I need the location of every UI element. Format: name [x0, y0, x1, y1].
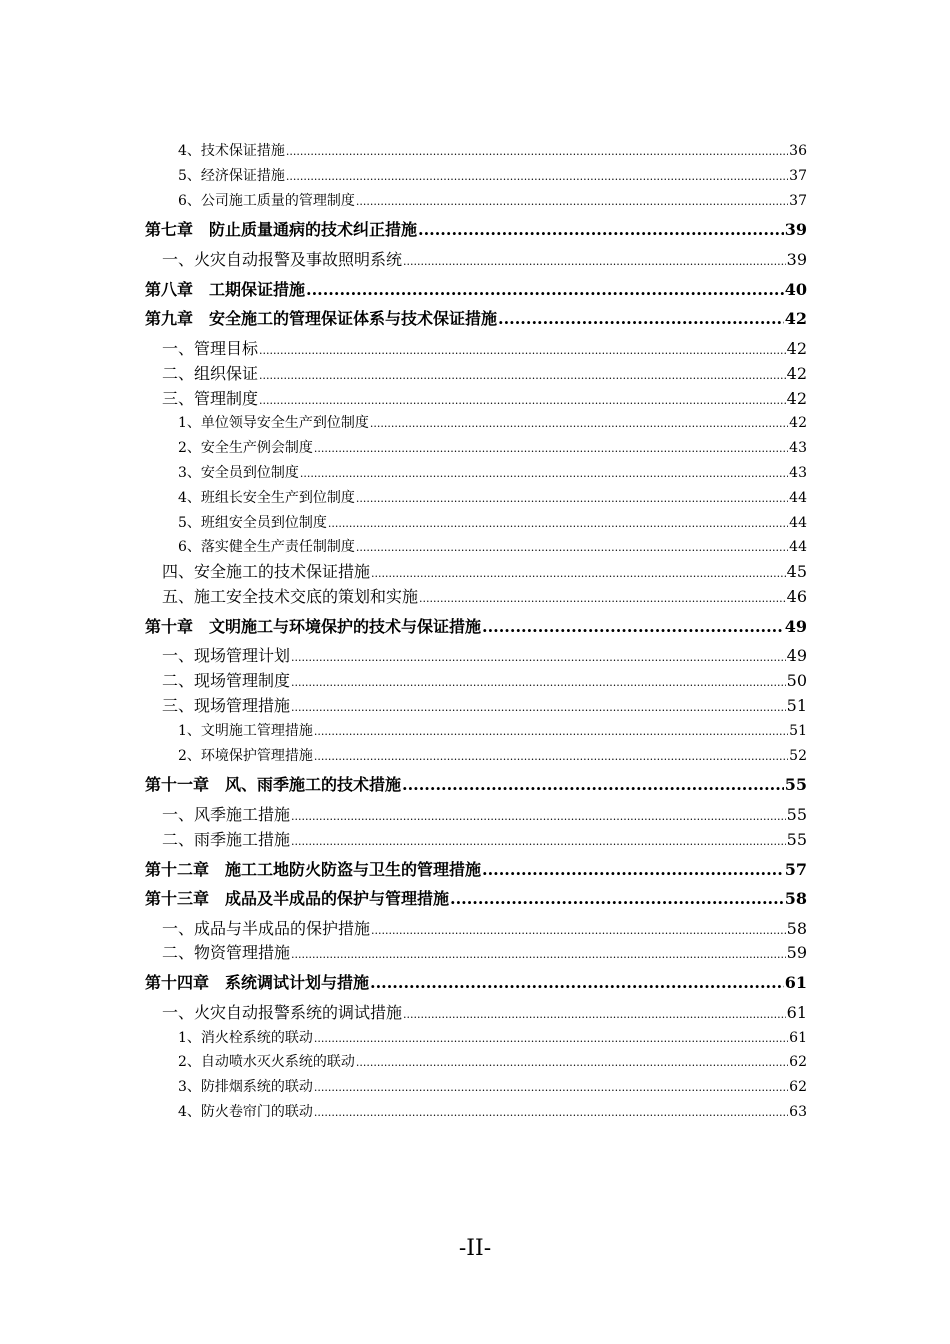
toc-subsection-entry[interactable]: [145, 411, 807, 436]
dot-leader: [291, 943, 786, 968]
toc-entry-page: 37: [789, 167, 807, 184]
toc-entry-page: 44: [789, 539, 807, 556]
toc-section-entry[interactable]: [145, 917, 807, 942]
toc-chapter-entry[interactable]: [145, 218, 807, 243]
toc-entry-title: 一、火灾自动报警系统的调试措施: [162, 1002, 403, 1022]
toc-entry-page: 44: [789, 489, 807, 506]
toc-entry-title: 一、风季施工措施: [162, 804, 291, 824]
toc-entry-title: 一、现场管理计划: [162, 646, 291, 666]
toc-entry-page: 49: [784, 616, 807, 636]
toc-entry-page: 39: [784, 220, 807, 240]
toc-entry-page: 52: [789, 747, 807, 764]
toc-entry-title: 2、安全生产例会制度: [178, 440, 313, 457]
dot-leader: [482, 615, 784, 640]
toc-subsection-entry[interactable]: [145, 1026, 807, 1051]
dot-leader: [291, 671, 786, 696]
toc-entry-title: 第十四章 系统调试计划与措施: [145, 973, 370, 993]
toc-entry-page: 42: [786, 338, 807, 358]
toc-entry-page: 58: [784, 889, 807, 909]
toc-subsection-entry[interactable]: [145, 719, 807, 744]
toc-entry-page: 42: [786, 363, 807, 383]
dot-leader: [498, 307, 784, 332]
dot-leader: [403, 250, 786, 275]
toc-entry-title: 1、单位领导安全生产到位制度: [178, 415, 369, 432]
toc-entry-page: 62: [789, 1079, 807, 1096]
toc-entry-page: 61: [789, 1029, 807, 1046]
dot-leader: [370, 971, 784, 996]
toc-section-entry[interactable]: [145, 694, 807, 719]
toc-entry-page: 39: [786, 249, 807, 269]
toc-section-entry[interactable]: [145, 387, 807, 412]
dot-leader: [314, 437, 788, 462]
toc-subsection-entry[interactable]: [145, 164, 807, 189]
dot-leader: [450, 887, 784, 912]
toc-entry-page: 50: [786, 671, 807, 691]
dot-leader: [286, 140, 788, 165]
dot-leader: [291, 830, 786, 855]
dot-leader: [371, 919, 786, 944]
toc-entry-title: 第七章 防止质量通病的技术纠正措施: [145, 220, 418, 240]
toc-chapter-entry[interactable]: [145, 278, 807, 303]
toc-entry-title: 4、班组长安全生产到位制度: [178, 489, 355, 506]
toc-entry-title: 一、管理目标: [162, 338, 259, 358]
toc-entry-title: 二、雨季施工措施: [162, 829, 291, 849]
toc-section-entry[interactable]: [145, 560, 807, 585]
dot-leader: [306, 278, 784, 303]
toc-subsection-entry[interactable]: [145, 139, 807, 164]
dot-leader: [482, 858, 784, 883]
toc-entry-page: 51: [786, 695, 807, 715]
toc-subsection-entry[interactable]: [145, 189, 807, 214]
dot-leader: [356, 1051, 788, 1076]
toc-entry-title: 5、经济保证措施: [178, 167, 285, 184]
toc-entry-title: 四、安全施工的技术保证措施: [162, 562, 371, 582]
dot-leader: [371, 562, 786, 587]
dot-leader: [418, 218, 784, 243]
dot-leader: [291, 646, 786, 671]
toc-entry-page: 43: [789, 440, 807, 457]
toc-entry-title: 3、安全员到位制度: [178, 464, 299, 481]
dot-leader: [259, 339, 786, 364]
toc-entry-title: 一、火灾自动报警及事故照明系统: [162, 249, 403, 269]
toc-chapter-entry[interactable]: [145, 773, 807, 798]
toc-section-entry[interactable]: [145, 803, 807, 828]
toc-subsection-entry[interactable]: [145, 744, 807, 769]
toc-entry-page: 44: [789, 514, 807, 531]
dot-leader: [356, 487, 788, 512]
toc-entry-title: 4、技术保证措施: [178, 143, 285, 159]
page-number: -II-: [458, 1236, 492, 1261]
toc-chapter-entry[interactable]: [145, 615, 807, 640]
toc-entry-title: 2、自动喷水灭火系统的联动: [178, 1054, 355, 1071]
toc-entry-page: 42: [784, 309, 807, 329]
toc-entry-title: 二、物资管理措施: [162, 943, 291, 963]
dot-leader: [300, 462, 788, 487]
toc-entry-title: 三、管理制度: [162, 388, 259, 408]
toc-entry-page: 49: [786, 646, 807, 666]
toc-section-entry[interactable]: [145, 941, 807, 966]
toc-section-entry[interactable]: [145, 644, 807, 669]
toc-entry-page: 42: [789, 415, 807, 432]
toc-subsection-entry[interactable]: [145, 436, 807, 461]
toc-subsection-entry[interactable]: [145, 511, 807, 536]
dot-leader: [403, 1003, 786, 1028]
toc-entry-title: 一、成品与半成品的保护措施: [162, 918, 371, 938]
dot-leader: [314, 1101, 788, 1126]
toc-entry-title: 第十三章 成品及半成品的保护与管理措施: [145, 889, 450, 909]
toc-section-entry[interactable]: [145, 362, 807, 387]
dot-leader: [328, 512, 788, 537]
toc-entry-page: 55: [784, 775, 807, 795]
toc-entry-title: 4、防火卷帘门的联动: [178, 1104, 313, 1121]
toc-entry-page: 59: [786, 943, 807, 963]
dot-leader: [286, 165, 788, 190]
toc-entry-page: 61: [784, 973, 807, 993]
toc-entry-page: 55: [786, 829, 807, 849]
toc-entry-title: 第八章 工期保证措施: [145, 279, 306, 299]
toc-chapter-entry[interactable]: [145, 887, 807, 912]
toc-entry-page: 62: [789, 1054, 807, 1071]
toc-entry-title: 1、消火栓系统的联动: [178, 1029, 313, 1046]
toc-entry-title: 2、环境保护管理措施: [178, 747, 313, 764]
toc-entry-page: 46: [786, 586, 807, 606]
toc-entry-page: 45: [786, 562, 807, 582]
toc-entry-title: 5、班组安全员到位制度: [178, 514, 327, 531]
toc-entry-page: 58: [786, 918, 807, 938]
toc-subsection-entry[interactable]: [145, 535, 807, 560]
dot-leader: [356, 190, 788, 215]
toc-entry-title: 第十章 文明施工与环境保护的技术与保证措施: [145, 616, 482, 636]
toc-entry-title: 1、文明施工管理措施: [178, 722, 313, 739]
toc-section-entry[interactable]: [145, 585, 807, 610]
toc-entry-title: 第十一章 风、雨季施工的技术措施: [145, 775, 402, 795]
dot-leader: [314, 1027, 788, 1052]
dot-leader: [356, 536, 788, 561]
toc-subsection-entry[interactable]: [145, 461, 807, 486]
toc-entry-page: 55: [786, 804, 807, 824]
toc-entry-title: 二、组织保证: [162, 363, 259, 383]
toc-chapter-entry[interactable]: [145, 971, 807, 996]
dot-leader: [314, 1076, 788, 1101]
toc-section-entry[interactable]: [145, 1001, 807, 1026]
toc-section-entry[interactable]: [145, 828, 807, 853]
toc-entry-title: 二、现场管理制度: [162, 671, 291, 691]
toc-entry-page: 37: [789, 192, 807, 209]
toc-subsection-entry[interactable]: [145, 1075, 807, 1100]
toc-entry-title: 第九章 安全施工的管理保证体系与技术保证措施: [145, 309, 498, 329]
dot-leader: [291, 696, 786, 721]
toc-section-entry[interactable]: [145, 337, 807, 362]
toc-section-entry[interactable]: [145, 248, 807, 273]
dot-leader: [291, 805, 786, 830]
dot-leader: [419, 587, 786, 612]
toc-subsection-entry[interactable]: [145, 486, 807, 511]
toc-entry-title: 6、公司施工质量的管理制度: [178, 192, 355, 209]
dot-leader: [259, 389, 786, 414]
toc-section-entry[interactable]: [145, 669, 807, 694]
toc-entry-page: 40: [784, 279, 807, 299]
toc-entry-title: 第十二章 施工工地防火防盗与卫生的管理措施: [145, 859, 482, 879]
toc-entry-page: 63: [789, 1104, 807, 1121]
toc-entry-page: 57: [784, 859, 807, 879]
toc-entry-page: 51: [789, 722, 807, 739]
toc-chapter-entry[interactable]: [145, 858, 807, 883]
toc-entry-page: 36: [789, 143, 807, 159]
toc-subsection-entry[interactable]: [145, 1050, 807, 1075]
dot-leader: [370, 412, 788, 437]
toc-entry-title: 三、现场管理措施: [162, 695, 291, 715]
toc-entry-title: 6、落实健全生产责任制制度: [178, 539, 355, 556]
toc-entry-title: 五、施工安全技术交底的策划和实施: [162, 586, 419, 606]
dot-leader: [314, 745, 788, 770]
toc-chapter-entry[interactable]: [145, 307, 807, 332]
table-of-contents: [145, 139, 807, 1125]
toc-subsection-entry[interactable]: [145, 1100, 807, 1125]
toc-entry-page: 43: [789, 464, 807, 481]
dot-leader: [402, 773, 784, 798]
dot-leader: [259, 364, 786, 389]
dot-leader: [314, 720, 788, 745]
toc-entry-page: 42: [786, 388, 807, 408]
toc-entry-page: 61: [786, 1002, 807, 1022]
toc-entry-title: 3、防排烟系统的联动: [178, 1079, 313, 1096]
